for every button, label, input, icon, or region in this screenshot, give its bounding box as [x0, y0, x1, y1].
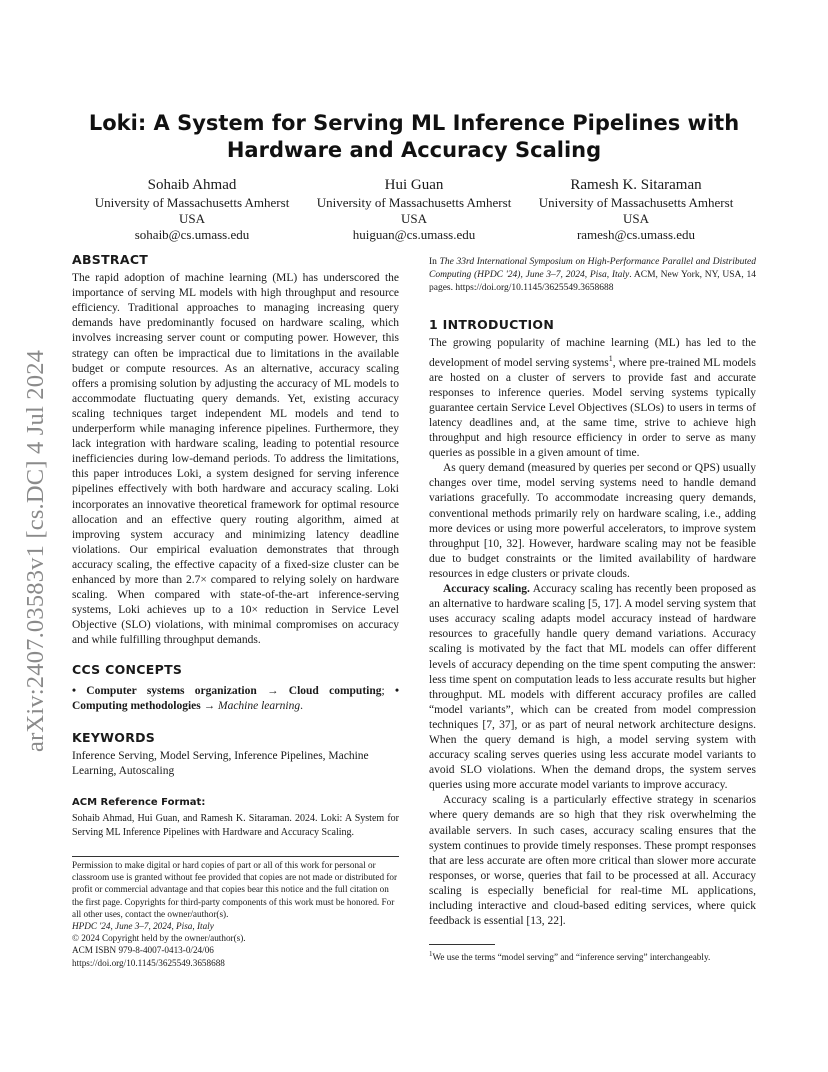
author-name: Hui Guan	[384, 177, 444, 193]
acm-reference-heading: ACM Reference Format:	[72, 797, 206, 808]
abstract-text: The rapid adoption of machine learning (ML) has underscored the importance of serving ML models with high throughput and resource efficiency. Traditional approaches to managing increasing query demands have predominantly focused on hardware scaling, which involves increasing server count or computing power. However, this strategy can often be impractical due to limitations in the available budget or compute resources. As an alternative, accuracy scaling offers a promising solution by adjusting the accuracy of ML models to accommodate fluctuating query demands. Yet, existing accuracy scaling techniques target independent ML models and tend to underperform while managing inference pipelines. Furthermore, they lack integration with hardware scaling, leading to potential resource inefficiencies during low-demand periods. To address the limitations, this paper introduces Loki, a system designed for serving inference pipelines effectively with both hardware and accuracy scaling. Loki incorporates an innovative theoretical framework for optimal resource allocation and an effective query routing algorithm, aimed at improving system accuracy and minimizing latency deadline violations. Our empirical evaluation demonstrates that through accuracy scaling, the effective capacity of a fixed-size cluster can be enhanced by more than 2.7× compared to relying solely on hardware scaling. When compared with state-of-the-art inference-serving systems, Loki achieves up to a 10× reduction in Service Level Objective (SLO) violations, with minimal compromises on accuracy and while fulfilling throughput demands.	[72, 272, 399, 647]
author-country: USA	[622, 211, 649, 226]
acm-reference-text: Sohaib Ahmad, Hui Guan, and Ramesh K. Sitaraman. 2024. Loki: A System for Serving ML Inference Pipelines with Hardware and Accuracy Scaling.	[72, 813, 399, 838]
author-affiliation: University of Massachusetts Amherst	[538, 195, 734, 210]
author-name: Ramesh K. Sitaraman	[570, 177, 702, 193]
citation-venue: The 33rd International Symposium on High-Performance Parallel and Distributed Computing (HPDC '24), June 3–7, 2024, Pisa, Italy	[429, 257, 756, 281]
author-block-1	[82, 176, 302, 243]
author-affiliation: University of Massachusetts Amherst	[94, 195, 290, 210]
intro-paragraph-4: Accuracy scaling is a particularly effective strategy in scenarios where query demands are so high that they risk overwhelming the available servers. In such cases, accuracy scaling ensures that the system continues to provide timely responses. These prompt responses that are less accurate are often more critical than slower more accurate responses, or worse, queries that fail to be processed at all. Accuracy scaling is especially beneficial for real-time ML applications, including interactive and cloud-based editing services, where quick feedback is essential [13, 22].	[429, 794, 756, 928]
author-email: ramesh@cs.umass.edu	[576, 227, 696, 242]
author-country: USA	[400, 211, 427, 226]
right-column	[429, 256, 756, 929]
permission-copyright: © 2024 Copyright held by the owner/author(s).	[72, 933, 246, 944]
ccs-concepts	[72, 684, 399, 714]
author-affiliation: University of Massachusetts Amherst	[316, 195, 512, 210]
author-email: sohaib@cs.umass.edu	[134, 227, 250, 242]
abstract-heading: ABSTRACT	[72, 252, 149, 267]
ccs-bullet-1: • Computer systems organization → Cloud computing	[72, 684, 382, 697]
intro-paragraph-3	[429, 582, 756, 793]
author-email: huiguan@cs.umass.edu	[352, 227, 476, 242]
permission-isbn: ACM ISBN 979-8-4007-0413-0/24/06	[72, 945, 214, 956]
citation-line	[429, 256, 756, 296]
author-block-3	[526, 176, 746, 243]
permission-block	[72, 859, 399, 969]
arxiv-identifier: arXiv:2407.03583v1 [cs.DC] 4 Jul 2024	[22, 349, 49, 752]
citation-prefix: In	[429, 257, 440, 267]
left-column	[72, 252, 399, 839]
keywords-text: Inference Serving, Model Serving, Inference Pipelines, Machine Learning, Autoscaling	[72, 749, 369, 777]
footnote-text: We use the terms “model serving” and “inference serving” interchangeably.	[432, 952, 711, 963]
intro-p1-text: The growing popularity of machine learning (ML) has led to the development of model serving systems	[429, 336, 756, 369]
keywords-heading: KEYWORDS	[72, 729, 156, 745]
accuracy-scaling-runin: Accuracy scaling.	[443, 583, 530, 596]
footnote	[429, 948, 756, 963]
author-country: USA	[178, 211, 205, 226]
intro-heading: 1 INTRODUCTION	[429, 316, 555, 332]
intro-paragraph-2: As query demand (measured by queries per second or QPS) usually changes over time, model serving systems need to handle demand variations gracefully. To accommodate increasing query demands, conventional methods primarily rely on hardware scaling, i.e., adding more devices or using more powerful accelerators, to improve system throughput [10, 32]. However, hardware scaling may not be feasible due to budget constraints or the limited availability of hardware resources in edge clusters or private clouds.	[429, 462, 756, 580]
ccs-bullet-2: • Computing methodologies →	[72, 684, 399, 712]
author-block-2	[304, 176, 524, 243]
citation-suffix: . ACM, New York, NY, USA, 14 pages. https://doi.org/10.1145/3625549.3658688	[429, 270, 756, 294]
footnote-marker: 1	[608, 353, 613, 363]
footnote-divider	[429, 944, 495, 945]
ccs-bullet-2-term: Machine learning	[218, 699, 301, 712]
intro-paragraph-1	[429, 336, 756, 462]
permission-text: Permission to make digital or hard copies of part or all of this work for personal or classroom use is granted without fee provided that copies are not made or distributed for profit or commercial advantage and that copies bear this notice and the full citation on the first page. Copyrights for third-party components of this work must be honored. For all other uses, contact the owner/author(s).	[72, 860, 398, 919]
permission-venue: HPDC '24, June 3–7, 2024, Pisa, Italy	[72, 921, 214, 932]
ccs-heading: CCS CONCEPTS	[72, 662, 183, 678]
permission-doi: https://doi.org/10.1145/3625549.3658688	[72, 957, 225, 968]
intro-p1-text-cont: , where pre-trained ML models are hosted on a cluster of servers to provide fast and accurate responses to inference queries. Model serving systems typically guarantee certain Service Level Objectives (SLOs) to users in terms of latency deadlines and, at the same time, strive to achieve high throughput and high resource efficiency in order to serve as many queries as possible in a given amount of time.	[429, 356, 757, 460]
ccs-end: .	[300, 699, 303, 712]
author-name: Sohaib Ahmad	[147, 177, 237, 193]
ccs-separator: ;	[381, 684, 395, 697]
intro-p3-text: Accuracy scaling has recently been proposed as an alternative to hardware scaling [5, 17]. A model serving system that uses accuracy scaling adapts model accuracy instead of hardware resources to gracefully handle query demand variations. Accuracy scaling is motivated by the fact that ML models can offer different levels of accuracy depending on the time spent computing the answer: less time spent on computation leads to less accurate results but higher throughput. ML models with different accuracy profiles are called “model variants”, which can be created from model compression techniques [7, 37], or as part of neural network architecture designs. When the query demand is high, a model serving system with accuracy scaling serves queries using less accurate model variants to avoid SLO violations. When the demand drops, the system serves queries using more accurate model variants to improve accuracy.	[429, 583, 756, 792]
permission-divider	[72, 856, 399, 857]
footnote-mark: 1	[429, 950, 433, 958]
paper-title: Loki: A System for Serving ML Inference Pipelines with Hardware and Accuracy Scaling	[88, 111, 740, 162]
